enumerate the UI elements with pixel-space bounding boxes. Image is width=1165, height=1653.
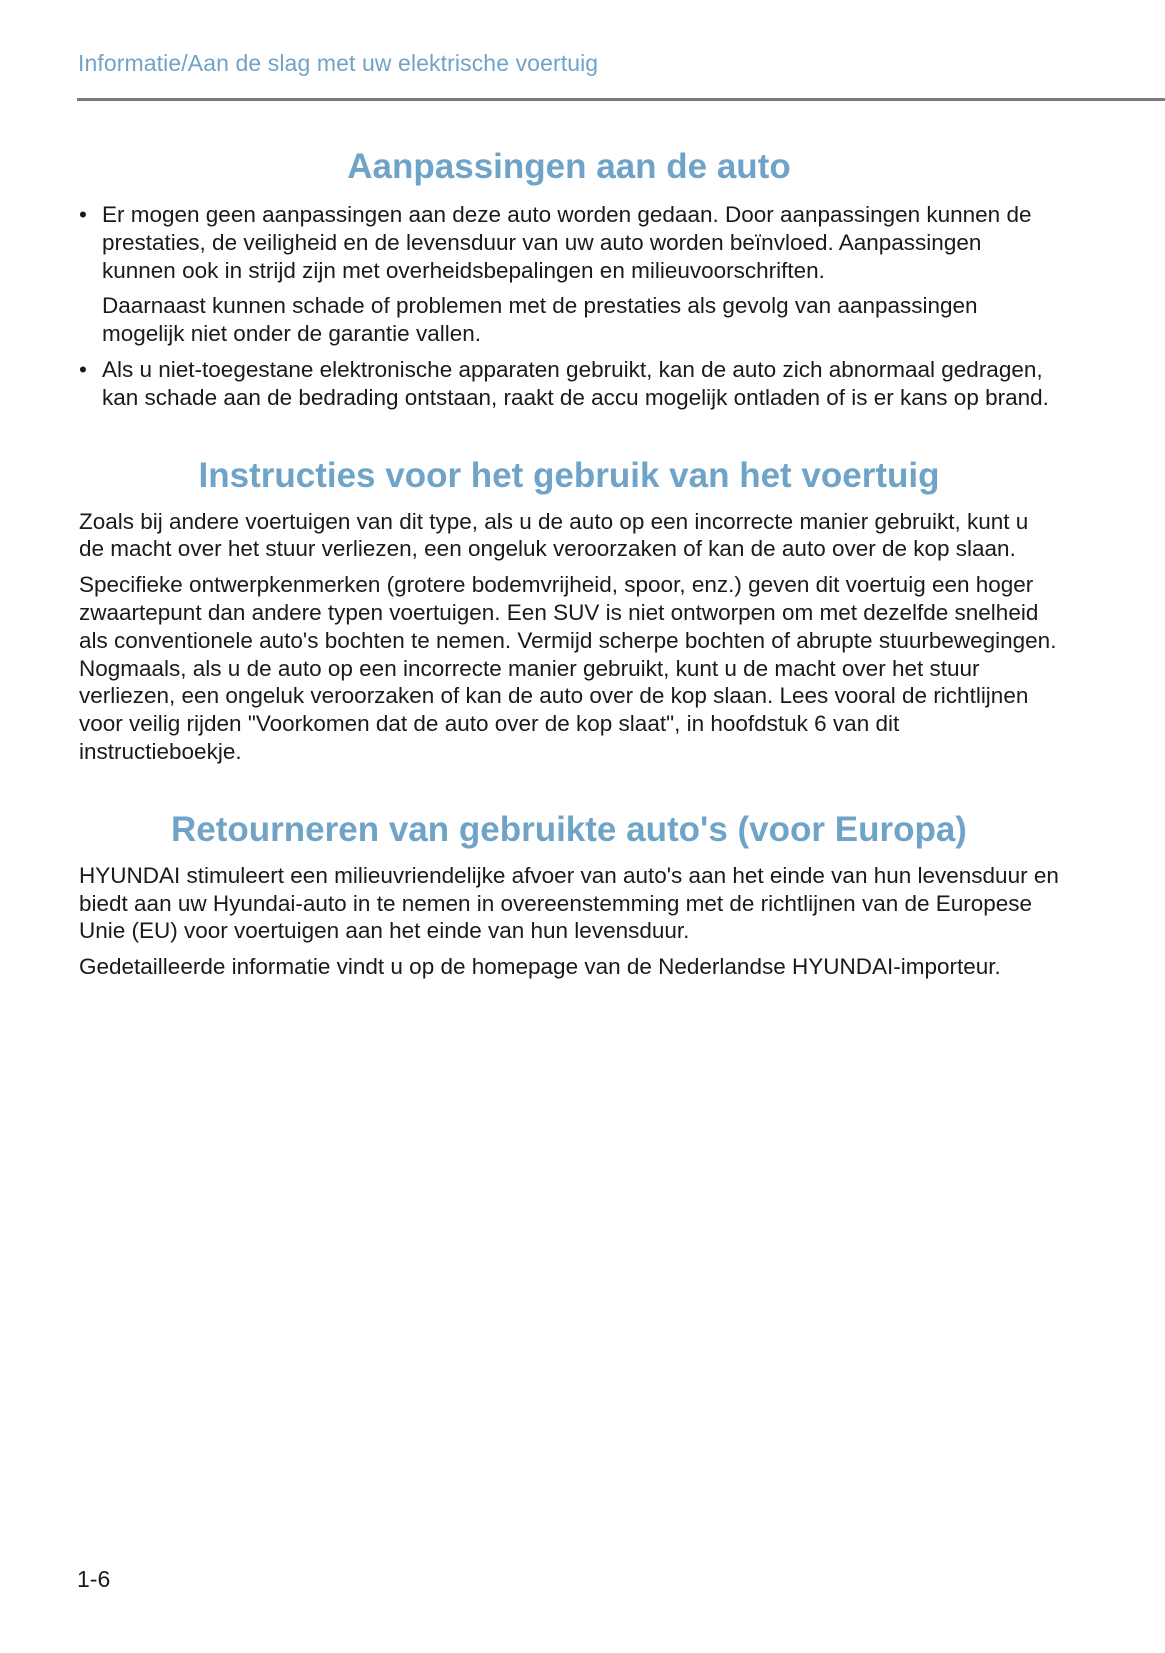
section-title-vehicle-return: Retourneren van gebruikte auto's (voor Europa) (171, 809, 967, 849)
list-item-paragraph: Daarnaast kunnen schade of problemen met de prestaties als gevolg van aanpassingen mogelijk niet onder de garantie vallen. (102, 293, 978, 347)
bullet-icon: • (79, 356, 87, 382)
list-item-paragraph: Er mogen geen aanpassingen aan deze auto worden gedaan. Door aanpassingen kunnen de prestaties, de veiligheid en de levensduur van uw auto worden beïnvloed. Aanpassingen kunnen ook in strijd zijn met overheidsbepalingen en milieuvoorschriften. (102, 202, 1032, 283)
bullet-icon: • (79, 202, 87, 227)
body-paragraph: Zoals bij andere voertuigen van dit type, als u de auto op een incorrecte manier gebruikt, kunt u de macht over het stuur verliezen, een ongeluk veroorzaken of kan de auto over de kop slaan. (79, 508, 1029, 562)
running-header: Informatie/Aan de slag met uw elektrische voertuig (78, 50, 599, 76)
body-paragraph: Specifieke ontwerpkenmerken (grotere bodemvrijheid, spoor, enz.) geven dit voertuig een hoger zwaartepunt dan andere typen voertuigen. Een SUV is niet ontworpen om met dezelfde snelheid als conventionele auto's bochten te nemen. Vermijd scherpe bochten of abrupte stuurbewegingen. Nogmaals, als u de auto op een incorrecte manier gebruikt, kunt u de macht over het stuur verliezen, een ongeluk veroorzaken of kan de auto over de kop slaan. Lees vooral de richtlijnen voor veilig rijden "Voorkomen dat de auto over de kop slaat", in hoofdstuk 6 van dit instructieboekje. (79, 572, 1057, 764)
page-content (79, 145, 1059, 989)
section-vehicle-use (79, 454, 1059, 766)
header-divider (77, 98, 1165, 101)
section-modifications (79, 145, 1059, 412)
list-item (79, 356, 1059, 412)
list-item-paragraph: Als u niet-toegestane elektronische apparaten gebruikt, kan de auto zich abnormaal gedragen, kan schade aan de bedrading ontstaan, raakt de accu mogelijk ontladen of is er kans op brand. (102, 356, 1049, 410)
body-paragraph: Gedetailleerde informatie vindt u op de homepage van de Nederlandse HYUNDAI-importeur. (79, 954, 1001, 980)
section-vehicle-return (79, 808, 1059, 981)
bullet-list-modifications (79, 201, 1059, 412)
section-title-vehicle-use: Instructies voor het gebruik van het voertuig (198, 455, 940, 495)
section-title-modifications: Aanpassingen aan de auto (347, 147, 791, 186)
page-number: 1-6 (77, 1566, 111, 1592)
list-item (79, 201, 1059, 348)
body-paragraph: HYUNDAI stimuleert een milieuvriendelijke afvoer van auto's aan het einde van hun levensduur en biedt aan uw Hyundai-auto in te nemen in overeenstemming met de richtlijnen van de Europese Unie (EU) voor voertuigen aan het einde van hun levensduur. (79, 862, 1059, 944)
